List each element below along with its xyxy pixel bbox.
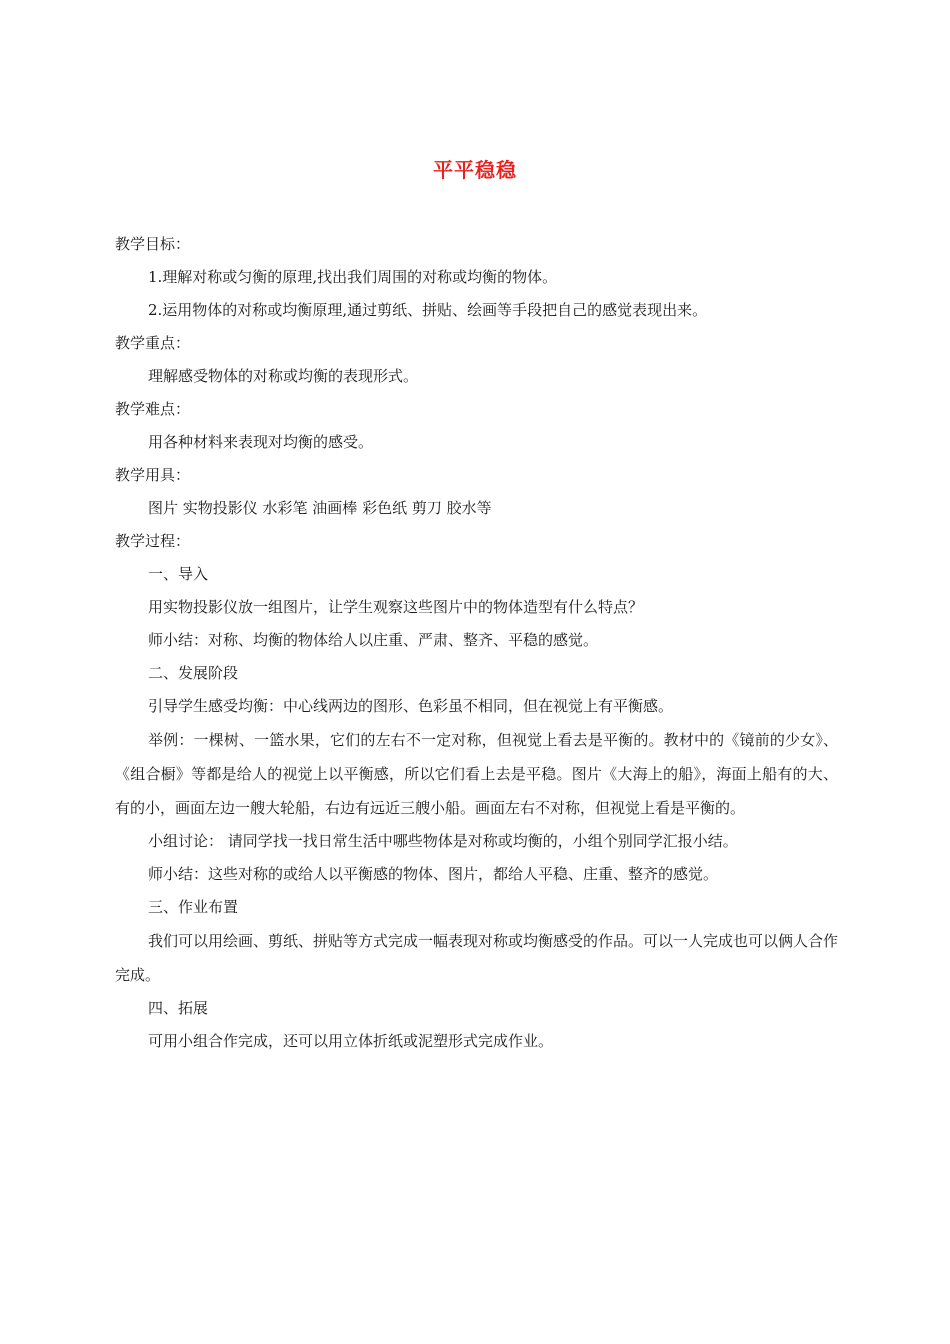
section-label: 教学难点： — [115, 400, 191, 418]
section-label: 教学目标： — [115, 235, 191, 253]
document-body — [115, 228, 838, 1058]
paragraph: 用实物投影仪放一组图片，让学生观察这些图片中的物体造型有什么特点？ — [148, 598, 644, 616]
paragraph: 可用小组合作完成，还可以用立体折纸或泥塑形式完成作业。 — [148, 1032, 554, 1050]
paragraph: 师小结：这些对称的或给人以平衡感的物体、图片，都给人平稳、庄重、整齐的感觉。 — [148, 865, 719, 883]
section-label: 教学用具： — [115, 466, 191, 484]
paragraph: 师小结：对称、均衡的物体给人以庄重、严肃、整齐、平稳的感觉。 — [148, 631, 599, 649]
paragraph: 小组讨论： 请同学找一找日常生活中哪些物体是对称或均衡的，小组个别同学汇报小结。 — [148, 832, 738, 850]
section-label: 教学重点： — [115, 334, 191, 352]
page-title: 平平稳稳 — [433, 158, 517, 182]
section-label: 教学过程： — [115, 532, 191, 550]
paragraph: 举例：一棵树、一篮水果，它们的左右不一定对称，但视觉上看去是平衡的。教材中的《镜前的少女》、《组合橱》等都是给人的视觉上以平衡感，所以它们看上去是平稳。图片《大海上的船》，海面上船有的大、有的小，画面左边一艘大轮船，右边有远近三艘小船。画面左右不对称，但视觉上看是平衡的。 — [115, 731, 838, 817]
paragraph: 2.运用物体的对称或均衡原理,通过剪纸、拼贴、绘画等手段把自己的感觉表现出来。 — [148, 301, 708, 319]
paragraph: 引导学生感受均衡：中心线两边的图形、色彩虽不相同，但在视觉上有平衡感。 — [148, 697, 674, 715]
paragraph: 三、作业布置 — [148, 898, 239, 916]
paragraph: 四、拓展 — [148, 999, 209, 1017]
paragraph: 图片 实物投影仪 水彩笔 油画棒 彩色纸 剪刀 胶水等 — [148, 499, 492, 517]
paragraph: 一、导入 — [148, 565, 209, 583]
paragraph: 1.理解对称或匀衡的原理,找出我们周围的对称或均衡的物体。 — [148, 268, 558, 286]
paragraph: 我们可以用绘画、剪纸、拼贴等方式完成一幅表现对称或均衡感受的作品。可以一人完成也可以俩人合作完成。 — [115, 932, 839, 984]
paragraph: 用各种材料来表现对均衡的感受。 — [148, 433, 374, 451]
paragraph: 理解感受物体的对称或均衡的表现形式。 — [148, 367, 419, 385]
paragraph: 二、发展阶段 — [148, 664, 239, 682]
